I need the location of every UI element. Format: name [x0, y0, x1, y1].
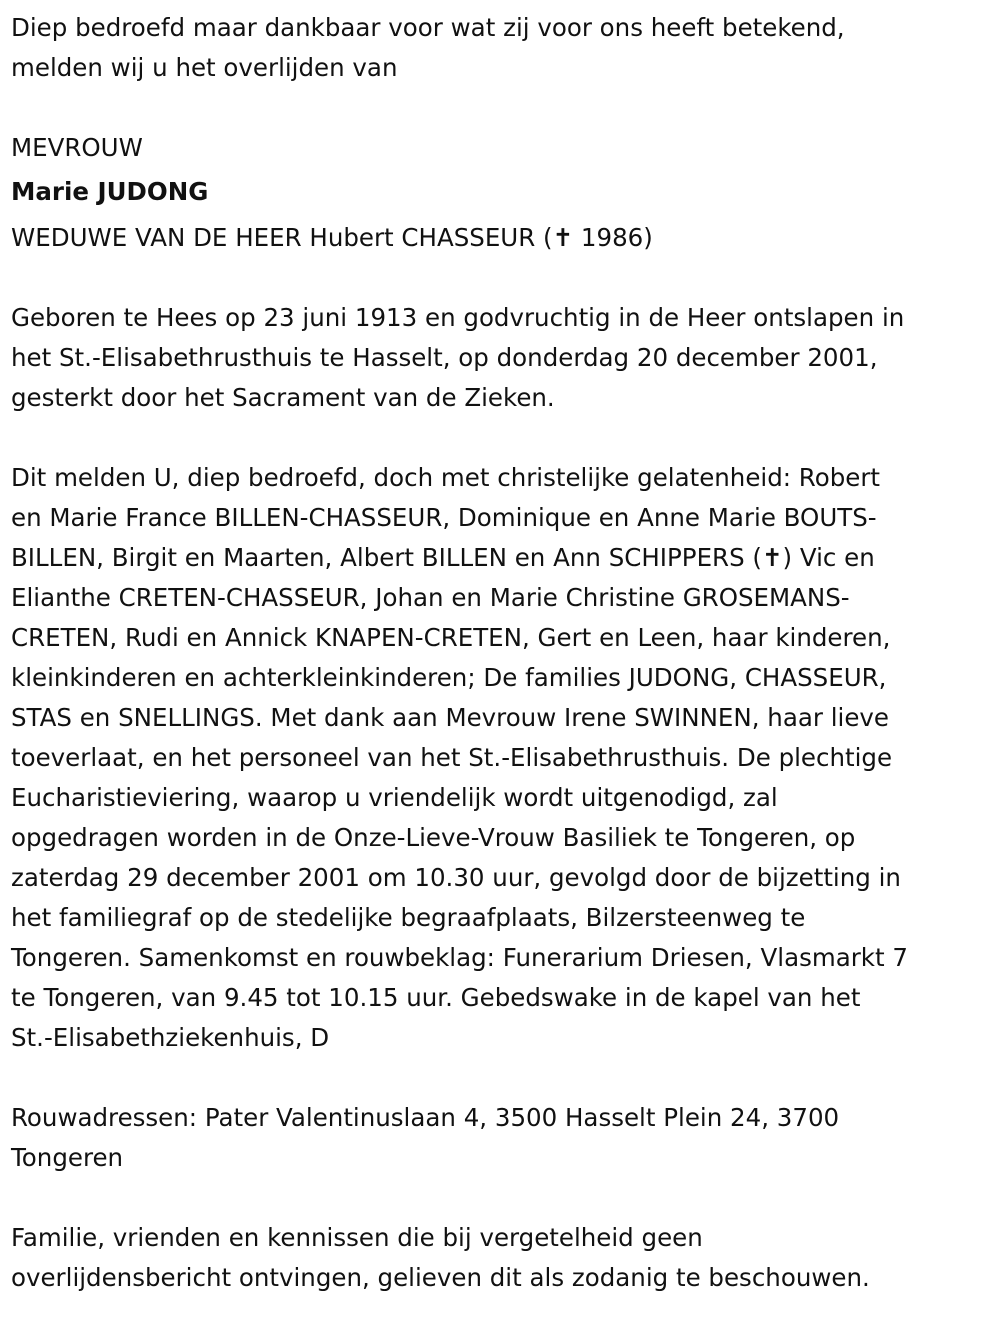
text-line: Dit melden U, diep bedroefd, doch met christelijke gelatenheid: Robert [11, 463, 881, 492]
text-line: Geboren te Hees op 23 juni 1913 en godvruchtig in de Heer ontslapen in [11, 303, 905, 332]
text-line: het familiegraf op de stedelijke begraafplaats, Bilzersteenweg te [11, 903, 806, 932]
text-line: opgedragen worden in de Onze-Lieve-Vrouw Basiliek te Tongeren, op [11, 823, 856, 852]
salutation: MEVROUW [11, 133, 143, 162]
closing-paragraph [11, 1218, 908, 1298]
text-line: overlijdensbericht ontvingen, gelieven dit als zodanig te beschouwen. [11, 1263, 870, 1292]
intro-paragraph [11, 8, 908, 88]
text-line: melden wij u het overlijden van [11, 53, 398, 82]
text-line: zaterdag 29 december 2001 om 10.30 uur, gevolgd door de bijzetting in [11, 863, 901, 892]
text-line: St.-Elisabethziekenhuis, D [11, 1023, 330, 1052]
text-line: Familie, vrienden en kennissen die bij vergetelheid geen [11, 1223, 703, 1252]
birth-death-paragraph [11, 298, 908, 418]
text-line: te Tongeren, van 9.45 tot 10.15 uur. Gebedswake in de kapel van het [11, 983, 861, 1012]
text-line: en Marie France BILLEN-CHASSEUR, Dominique en Anne Marie BOUTS- [11, 503, 877, 532]
text-line: Tongeren [11, 1143, 124, 1172]
text-line: Rouwadressen: Pater Valentinuslaan 4, 3500 Hasselt Plein 24, 3700 [11, 1103, 840, 1132]
text-line: kleinkinderen en achterkleinkinderen; De families JUDONG, CHASSEUR, [11, 663, 887, 692]
text-line: Eucharistieviering, waarop u vriendelijk wordt uitgenodigd, zal [11, 783, 778, 812]
text-line: CRETEN, Rudi en Annick KNAPEN-CRETEN, Gert en Leen, haar kinderen, [11, 623, 891, 652]
text-line: BILLEN, Birgit en Maarten, Albert BILLEN en Ann SCHIPPERS (✝) Vic en [11, 543, 875, 572]
text-line: Elianthe CRETEN-CHASSEUR, Johan en Marie Christine GROSEMANS- [11, 583, 850, 612]
obituary-document [11, 8, 908, 1298]
text-line: STAS en SNELLINGS. Met dank aan Mevrouw Irene SWINNEN, haar lieve [11, 703, 889, 732]
text-line: gesterkt door het Sacrament van de Zieken. [11, 383, 555, 412]
text-line: Diep bedroefd maar dankbaar voor wat zij voor ons heeft betekend, [11, 13, 845, 42]
announcement-paragraph [11, 458, 908, 1058]
addresses-paragraph [11, 1098, 908, 1178]
text-line: Tongeren. Samenkomst en rouwbeklag: Funerarium Driesen, Vlasmarkt 7 [11, 943, 908, 972]
widow-of: WEDUWE VAN DE HEER Hubert CHASSEUR (✝ 1986) [11, 223, 653, 252]
deceased-name: Marie JUDONG [11, 177, 209, 206]
text-line: het St.-Elisabethrusthuis te Hasselt, op donderdag 20 december 2001, [11, 343, 878, 372]
text-line: toeverlaat, en het personeel van het St.-Elisabethrusthuis. De plechtige [11, 743, 893, 772]
